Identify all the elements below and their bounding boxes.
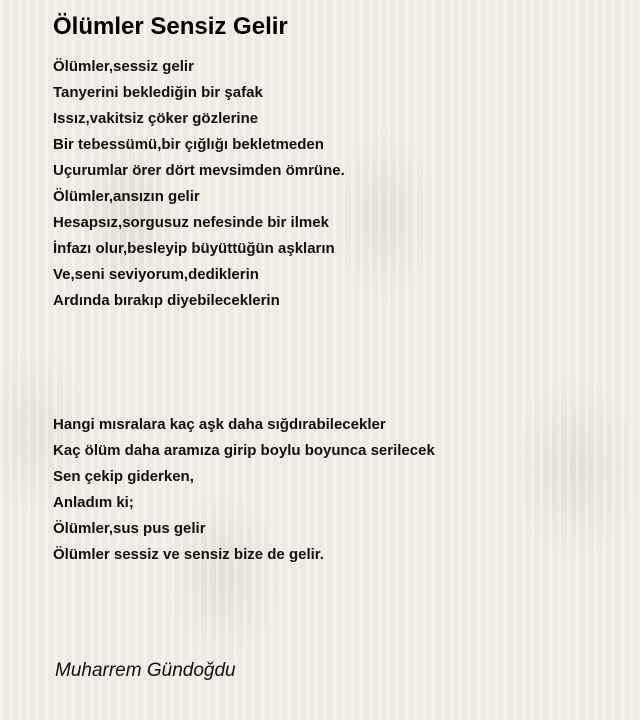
poem-line: Ölümler sessiz ve sensiz bize de gelir. — [53, 546, 324, 563]
poem-line: Bir tebessümü,bir çığlığı bekletmeden — [53, 136, 324, 153]
poem-title: Ölümler Sensiz Gelir — [53, 13, 288, 40]
poem-line: Ölümler,ansızın gelir — [53, 188, 200, 205]
poem-line: Ardında bırakıp diyebileceklerin — [53, 292, 280, 309]
poem-line: Uçurumlar örer dört mevsimden ömrüne. — [53, 162, 345, 179]
poem-line: Anladım ki; — [53, 494, 134, 511]
poem-line: Tanyerini beklediğin bir şafak — [53, 84, 263, 101]
poem-line: Issız,vakitsiz çöker gözlerine — [53, 110, 259, 127]
poem-line: Ölümler,sus pus gelir — [53, 520, 206, 537]
poem-line: Ve,seni seviyorum,dediklerin — [53, 266, 259, 283]
stanza-2 — [53, 412, 435, 568]
poem-line: Sen çekip giderken, — [53, 468, 194, 485]
poem-line: Hesapsız,sorgusuz nefesinde bir ilmek — [53, 214, 329, 231]
poem-line: Ölümler,sessiz gelir — [53, 58, 194, 75]
poem-author: Muharrem Gündoğdu — [55, 660, 236, 681]
poem-line: Kaç ölüm daha aramıza girip boylu boyunca serilecek — [53, 442, 435, 459]
poem-line: Hangi mısralara kaç aşk daha sığdırabilecekler — [53, 416, 386, 433]
poem-line: İnfazı olur,besleyip büyüttüğün aşkların — [53, 240, 335, 257]
stanza-1 — [53, 54, 345, 314]
